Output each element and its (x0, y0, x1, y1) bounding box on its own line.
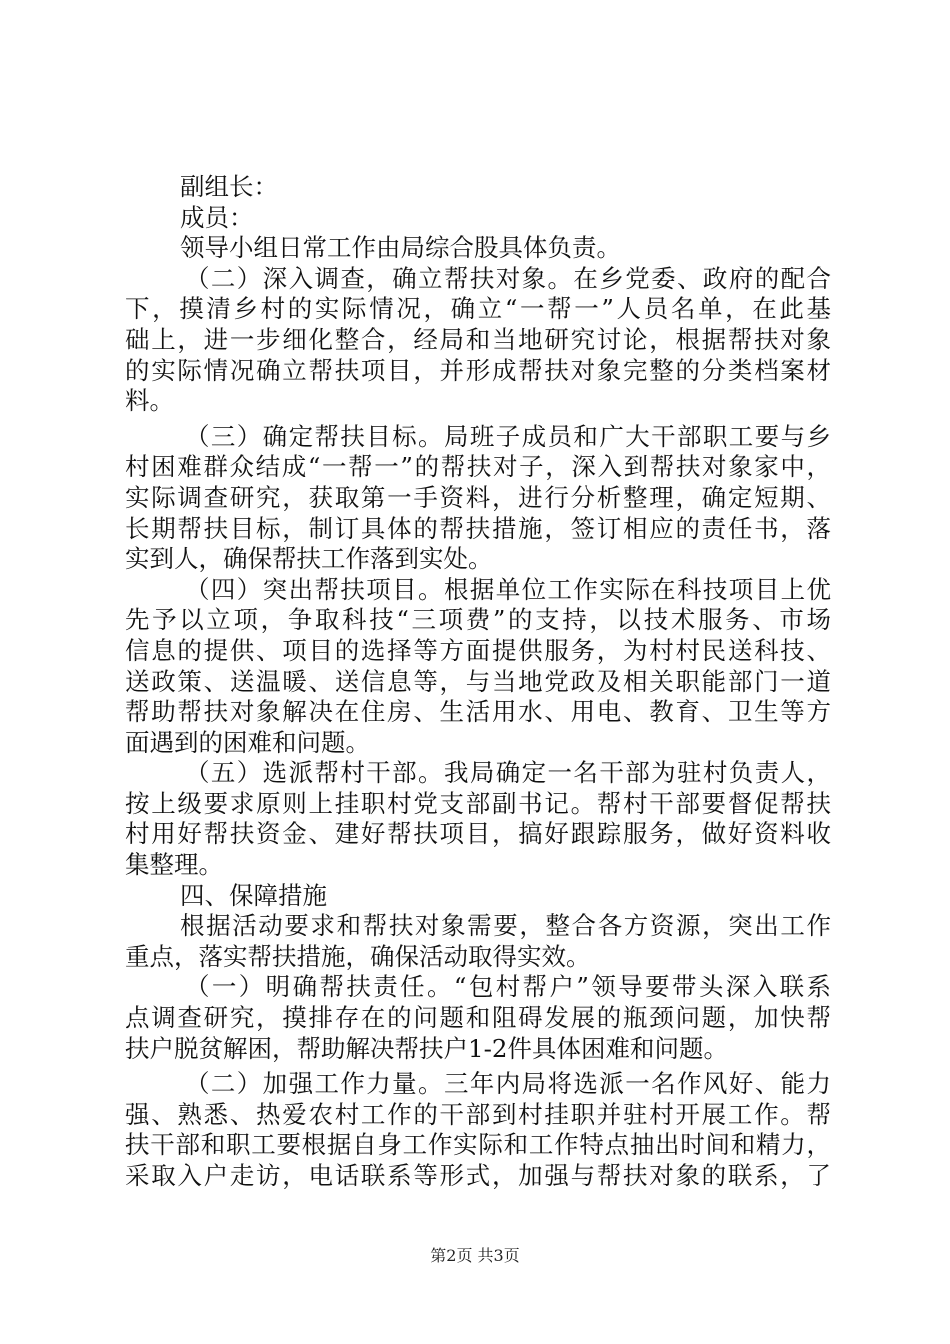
text-line: （五）选派帮村干部。我局确定一名干部为驻村负责人， (185, 758, 831, 788)
text-line: 领导小组日常工作由局综合股具体负责。 (180, 233, 621, 263)
text-line: 采取入户走访，电话联系等形式，加强与帮扶对象的联系，了 (125, 1161, 831, 1190)
text-line: 扶干部和职工要根据自身工作实际和工作特点抽出时间和精力， (125, 1130, 831, 1160)
text-line: 按上级要求原则上挂职村党支部副书记。帮村干部要督促帮扶 (125, 788, 831, 818)
text-line: 信息的提供、项目的选择等方面提供服务，为村村民送科技、 (125, 635, 831, 665)
text-line: 实际调查研究，获取第一手资料，进行分析整理，确定短期、 (125, 482, 831, 512)
text-line: 的实际情况确立帮扶项目，并形成帮扶对象完整的分类档案材 (125, 355, 831, 385)
text-line: （二）深入调查，确立帮扶对象。在乡党委、政府的配合 (185, 263, 831, 293)
section-heading: 四、保障措施 (180, 880, 327, 910)
text-line: 下，摸清乡村的实际情况，确立“一帮一”人员名单，在此基 (125, 294, 831, 324)
text-line: 根据活动要求和帮扶对象需要，整合各方资源，突出工作 (180, 911, 831, 941)
text-line: 础上，进一步细化整合，经局和当地研究讨论，根据帮扶对象 (125, 324, 831, 354)
text-line: 扶户脱贫解困，帮助解决帮扶户1-2件具体困难和问题。 (125, 1033, 728, 1063)
text-line: 村用好帮扶资金、建好帮扶项目，搞好跟踪服务，做好资料收 (125, 819, 831, 849)
text-line: 送政策、送温暖、送信息等，与当地党政及相关职能部门一道 (125, 666, 831, 696)
text-line: 料。 (125, 386, 174, 416)
text-line: 实到人，确保帮扶工作落到实处。 (125, 544, 493, 574)
text-line: 点调查研究，摸排存在的问题和阻碍发展的瓶颈问题，加快帮 (125, 1003, 831, 1033)
text-line: （四）突出帮扶项目。根据单位工作实际在科技项目上优 (185, 574, 831, 604)
text-line: 长期帮扶目标，制订具体的帮扶措施，签订相应的责任书，落 (125, 513, 831, 543)
text-line: （三）确定帮扶目标。局班子成员和广大干部职工要与乡 (185, 421, 831, 451)
page-number-footer: 第2页 共3页 (430, 1246, 520, 1265)
text-line: （二）加强工作力量。三年内局将选派一名作风好、能力 (185, 1069, 831, 1099)
text-line: 面遇到的困难和问题。 (125, 727, 370, 757)
text-line: 先予以立项，争取科技“三项费”的支持，以技术服务、市场 (125, 605, 831, 635)
text-line: 村困难群众结成“一帮一”的帮扶对子，深入到帮扶对象家中， (125, 452, 831, 482)
text-line: 集整理。 (125, 850, 223, 880)
text-line: 强、熟悉、热爱农村工作的干部到村挂职并驻村开展工作。帮 (125, 1099, 831, 1129)
text-line: 重点，落实帮扶措施，确保活动取得实效。 (125, 941, 591, 971)
text-line: （一）明确帮扶责任。“包村帮户”领导要带头深入联系 (185, 972, 831, 1002)
text-line: 帮助帮扶对象解决在住房、生活用水、用电、教育、卫生等方 (125, 697, 831, 727)
document-body (125, 172, 831, 1192)
text-line: 成员： (180, 202, 254, 232)
text-line: 副组长： (180, 172, 278, 201)
